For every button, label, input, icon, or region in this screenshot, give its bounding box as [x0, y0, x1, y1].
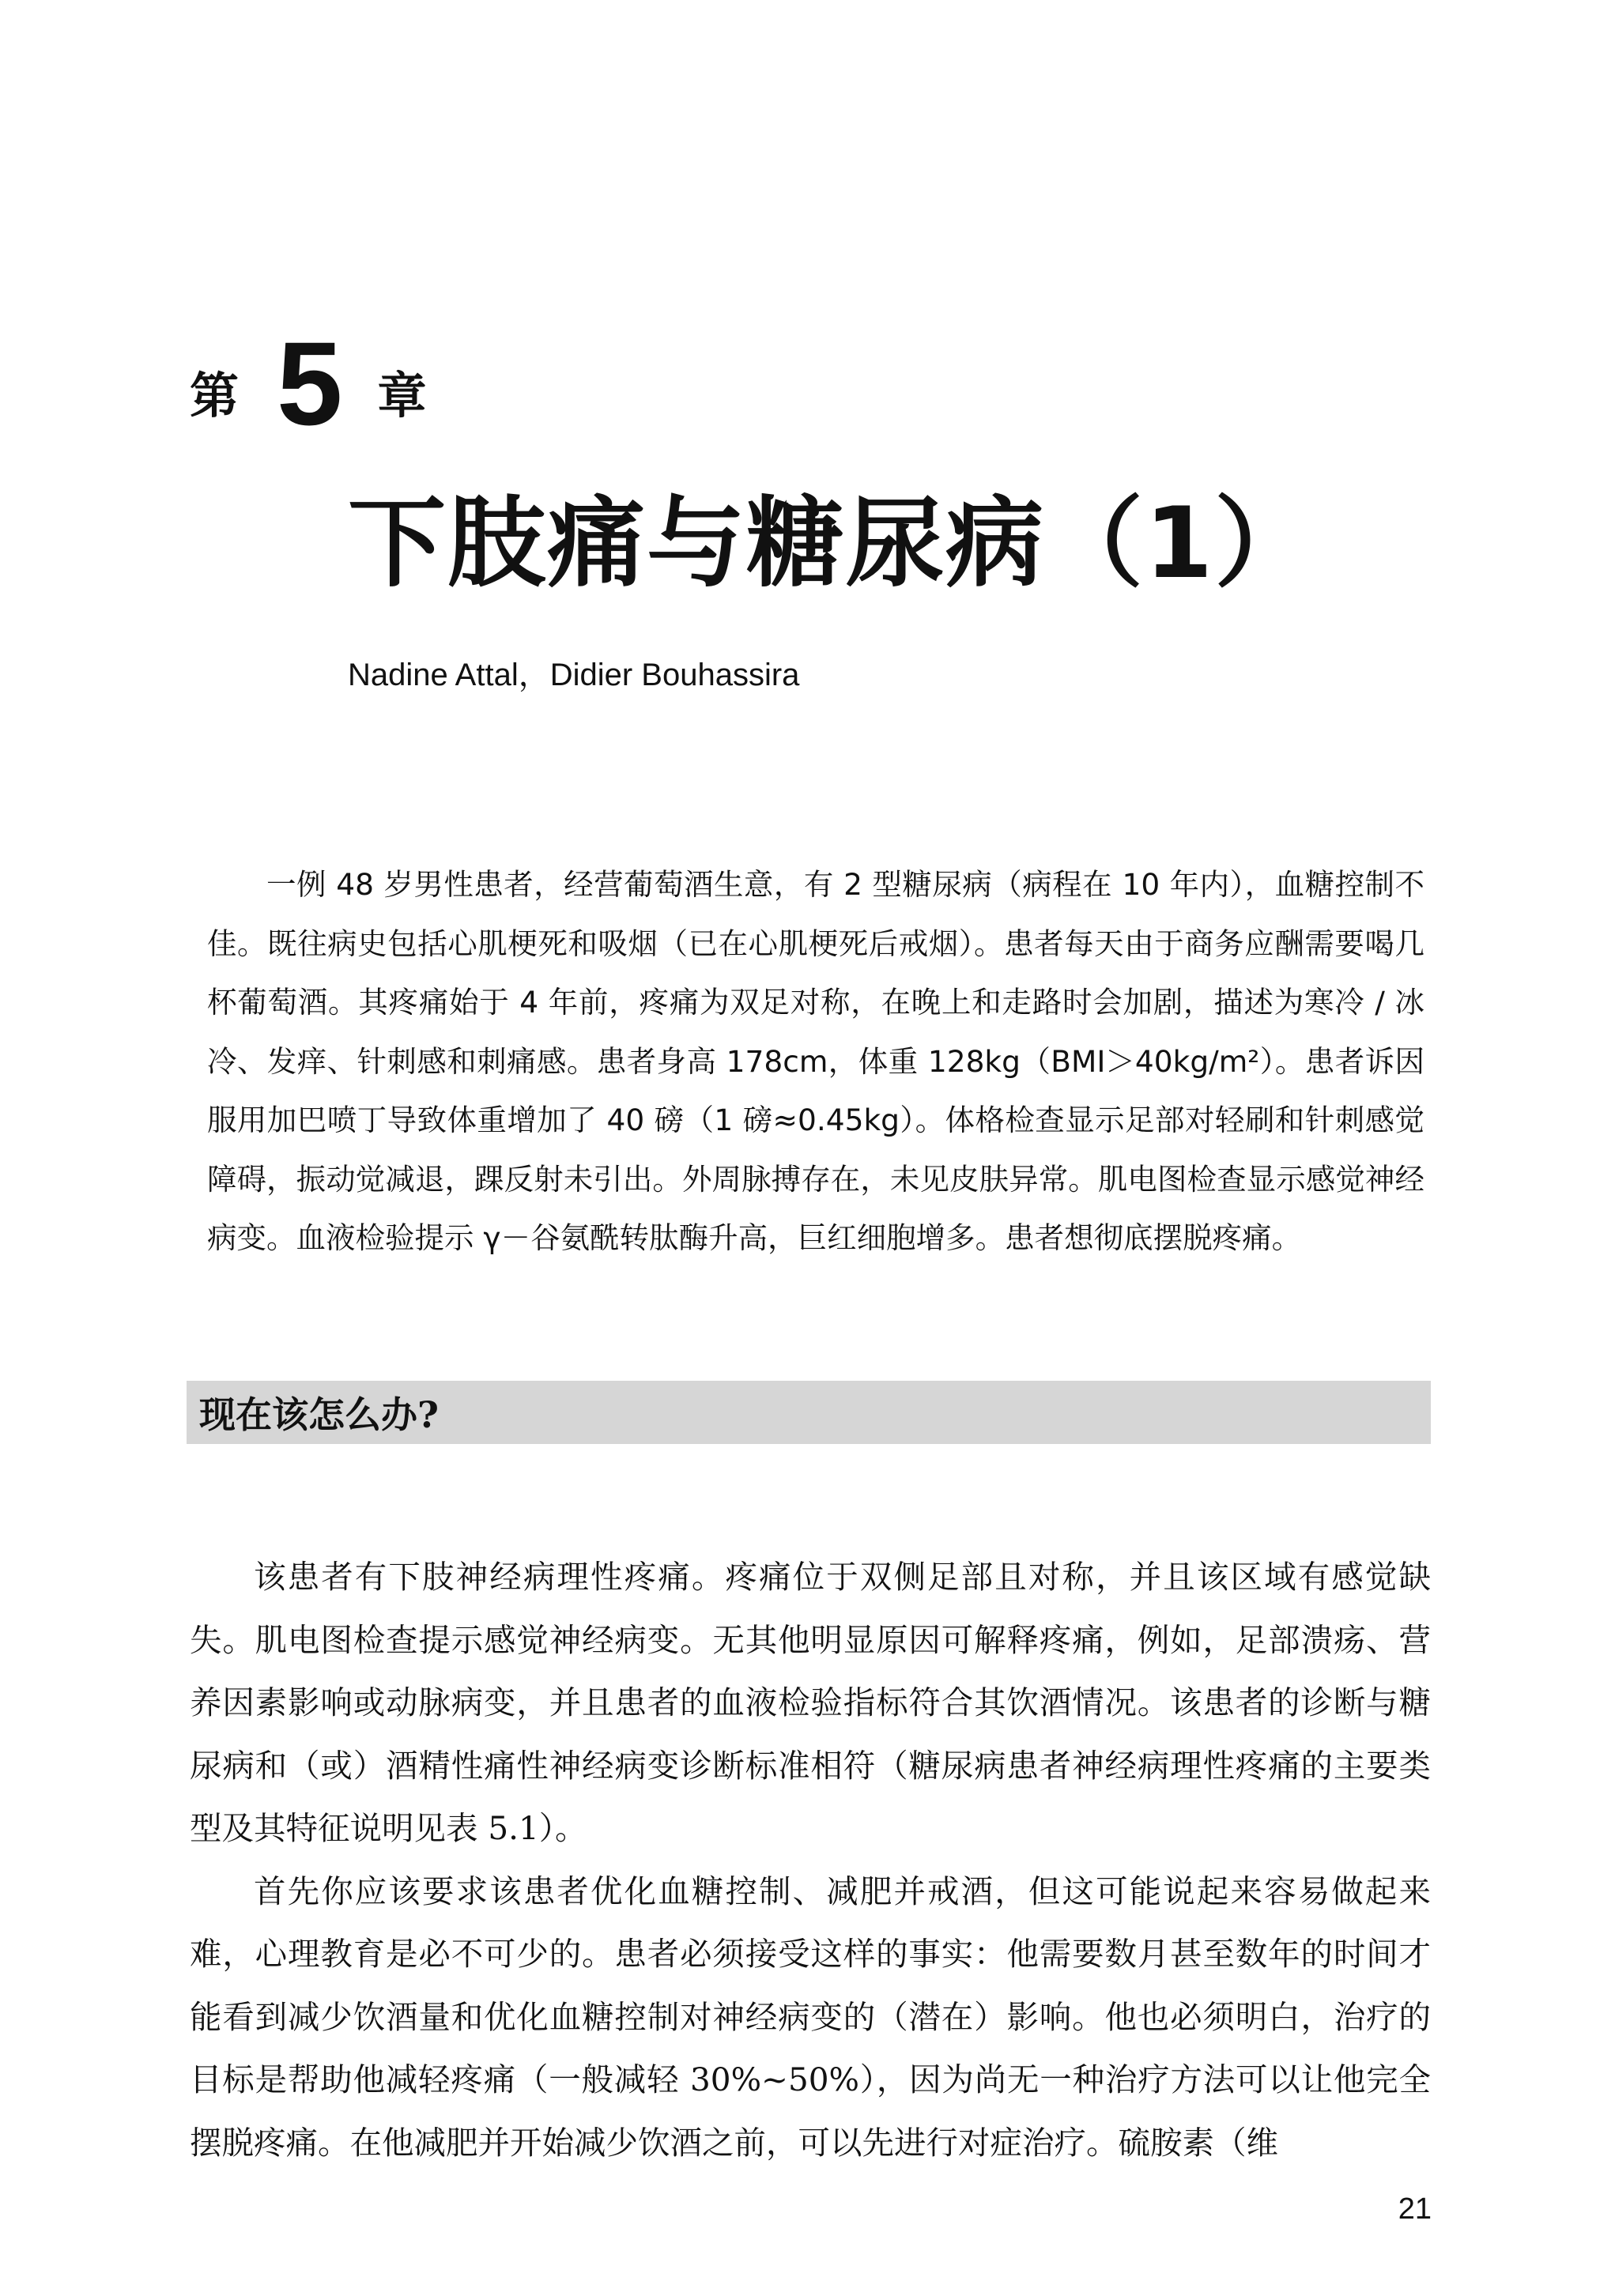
body-paragraph: 首先你应该要求该患者优化血糖控制、减肥并戒酒，但这可能说起来容易做起来难，心理教育是必不可少的。患者必须接受这样的事实：他需要数月甚至数年的时间才能看到减少饮酒量和优化血糖控制对神经病变的（潜在）影响。他也必须明白，治疗的目标是帮助他减轻疼痛（一般减轻 30%~50%），因为尚无一种治疗方法可以让他完全摆脱疼痛。在他减肥并开始减少饮酒之前，可以先进行对症治疗。硫胺素（维: [190, 1872, 1431, 2162]
body-paragraph: 该患者有下肢神经病理性疼痛。疼痛位于双侧足部且对称，并且该区域有感觉缺失。肌电图检查提示感觉神经病变。无其他明显原因可解释疼痛，例如，足部溃疡、营养因素影响或动脉病变，并且患者的血液检验指标符合其饮酒情况。该患者的诊断与糖尿病和（或）酒精性痛性神经病变诊断标准相符（糖尿病患者神经病理性疼痛的主要类型及其特征说明见表 5.1）。: [190, 1558, 1431, 1847]
case-description: [207, 855, 1424, 1268]
chapter-title: 下肢痛与糖尿病（1）: [348, 487, 1315, 601]
section-heading-bar: [187, 1381, 1431, 1444]
page-number: 21: [1398, 2192, 1432, 2226]
chapter-prefix: 第: [190, 367, 240, 424]
section-heading: 现在该怎么办?: [199, 1393, 439, 1436]
authors: Nadine Attal，Didier Bouhassira: [348, 658, 800, 692]
case-paragraph: 一例 48 岁男性患者，经营葡萄酒生意，有 2 型糖尿病（病程在 10 年内），血糖控制不佳。既往病史包括心肌梗死和吸烟（已在心肌梗死后戒烟）。患者每天由于商务应酬需要喝几杯葡萄酒。其疼痛始于 4 年前，疼痛为双足对称，在晚上和走路时会加剧，描述为寒冷 / 冰冷、发痒、针刺感和刺痛感。患者身高 178cm，体重 128kg（BMI＞40kg/m²）。患者诉因服用加巴喷丁导致体重增加了 40 磅（1 磅≈0.45kg）。体格检查显示足部对轻刷和针刺感觉障碍，振动觉减退，踝反射未引出。外周脉搏存在，未见皮肤异常。肌电图检查显示感觉神经病变。血液检验提示 γ－谷氨酰转肽酶升高，巨红细胞增多。患者想彻底摆脱疼痛。: [207, 867, 1424, 1255]
chapter-label: [190, 316, 427, 450]
chapter-suffix: 章: [377, 367, 427, 424]
body-text: [190, 1546, 1431, 2174]
chapter-number: 5: [277, 317, 343, 450]
